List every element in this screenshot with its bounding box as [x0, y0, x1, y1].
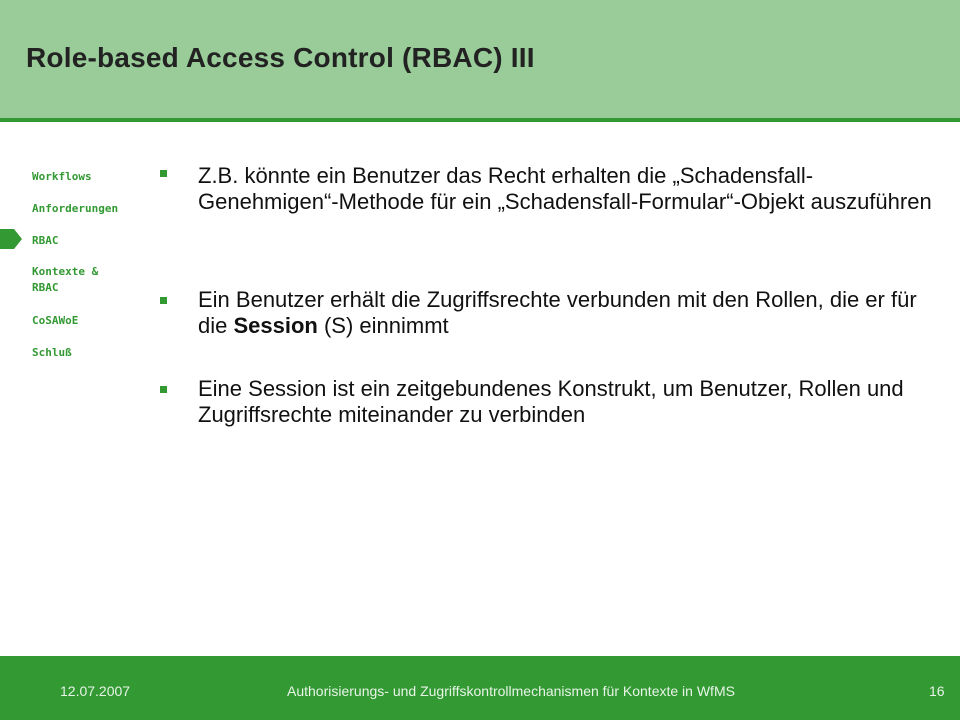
nav-item-cosawoe[interactable]: CoSAWoE — [32, 314, 79, 327]
bullet-square-icon — [160, 170, 167, 177]
bullet-text: Eine Session ist ein zeitgebundenes Konstrukt, um Benutzer, Rollen und Zugriffsrechte miteinander zu verbinden — [198, 376, 904, 427]
footer-date: 12.07.2007 — [60, 683, 131, 699]
nav-item-anforderungen[interactable]: Anforderungen — [32, 202, 119, 215]
footer-page-number: 16 — [929, 683, 945, 699]
bullet-square-icon — [160, 297, 167, 304]
bullet-text-post: (S) einnimmt — [317, 313, 449, 338]
header-divider — [0, 118, 960, 122]
bullet-text-bold: Session — [233, 313, 318, 338]
bullet-square-icon — [160, 386, 167, 393]
nav-item-kontexte-rbac[interactable]: Kontexte & RBAC — [32, 265, 99, 294]
bullet-text: Z.B. könnte ein Benutzer das Recht erhalten die „Schadensfall-Genehmigen“-Methode für ein „Schadensfall-Formular“-Objekt auszuführen — [198, 163, 932, 214]
nav-item-workflows[interactable]: Workflows — [32, 170, 92, 183]
nav-item-schluss[interactable]: Schluß — [32, 346, 72, 359]
slide-title: Role-based Access Control (RBAC) III — [26, 42, 535, 73]
nav-item-rbac[interactable]: RBAC — [32, 234, 59, 247]
bullet-text-pre: Ein Benutzer erhält die Zugriffsrechte verbunden mit den Rollen, die er für die — [198, 287, 917, 338]
active-section-arrow-icon — [0, 229, 22, 249]
bullet-text — [198, 287, 938, 339]
footer-title: Authorisierungs- und Zugriffskontrollmechanismen für Kontexte in WfMS — [287, 683, 735, 699]
